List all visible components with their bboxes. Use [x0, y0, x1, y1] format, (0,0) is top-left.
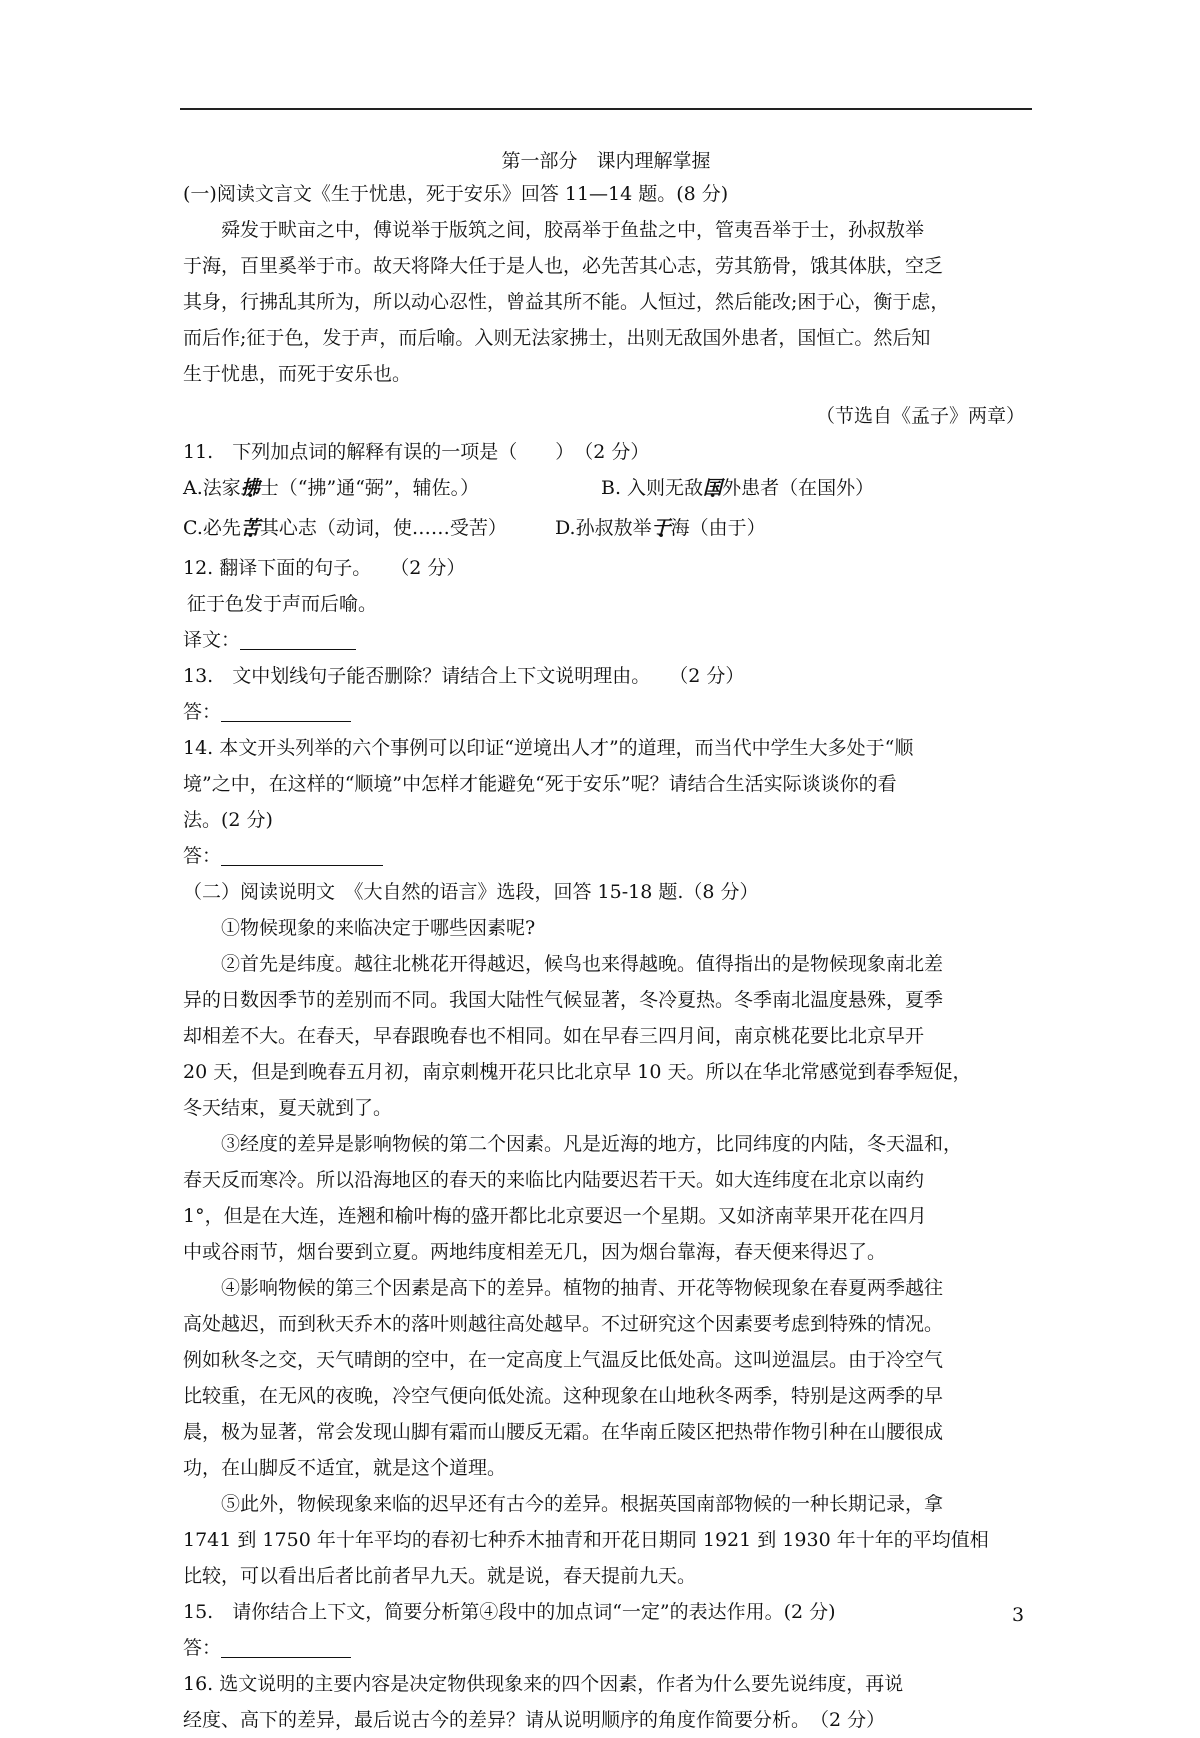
q13-stem: 13. 文中划线句子能否删除？请结合上下文说明理由。 （2 分）: [183, 665, 745, 687]
dotted-word: 苦: [240, 517, 260, 539]
passage-source: （节选自《孟子》两章）: [815, 405, 1025, 427]
option-text: 其心志（动词，使……受苦）: [259, 517, 507, 539]
q11-options-ab: [183, 470, 1029, 506]
q14-answer-line: [183, 838, 1029, 874]
option-text: B. 入则无敌: [601, 477, 704, 499]
header-rule: [180, 108, 1032, 110]
option-text: 士（“拂”通“弼”，辅佐。）: [259, 477, 480, 499]
article-paragraph: ①物候现象的来临决定于哪些因素呢?: [221, 917, 536, 939]
q16-line: 16. 选文说明的主要内容是决定物供现象来的四个因素，作者为什么要先说纬度，再说: [183, 1673, 904, 1695]
dotted-word: 于: [651, 517, 671, 539]
article-line: 晨，极为显著，常会发现山脚有霜而山腰反无霜。在华南丘陵区把热带作物引种在山腰很成: [183, 1421, 944, 1443]
q11-option-b[interactable]: [601, 470, 874, 506]
document-page: [183, 146, 1029, 1738]
article-line: 春天反而寒冷。所以沿海地区的春天的来临比内陆要迟若干天。如大连纬度在北京以南约: [183, 1169, 925, 1191]
article-line: 功，在山脚反不适宜，就是这个道理。: [183, 1457, 507, 1479]
passage-line: 于海，百里奚举于市。故天将降大任于是人也，必先苦其心志，劳其筋骨，饿其体肤，空乏: [183, 255, 944, 277]
q14-line: 法。(2 分): [183, 809, 273, 831]
option-text: C.必先: [183, 517, 241, 539]
answer-blank[interactable]: [221, 1635, 351, 1658]
q11-stem: 11. 下列加点词的解释有误的一项是（ ） （2 分）: [183, 441, 650, 463]
option-text: 海（由于）: [670, 517, 766, 539]
q11-option-d[interactable]: [555, 510, 766, 546]
part-title: 第一部分 课内理解掌握: [501, 150, 711, 172]
q15-stem: 15. 请你结合上下文，简要分析第④段中的加点词“一定”的表达作用。(2 分): [183, 1601, 836, 1623]
passage-line: 生于忧患，而死于安乐也。: [183, 363, 412, 385]
article-line: 中或谷雨节，烟台要到立夏。两地纬度相差无几，因为烟台靠海，春天便来得迟了。: [183, 1241, 887, 1263]
answer-label: 答：: [183, 701, 222, 723]
answer-blank[interactable]: [221, 843, 383, 866]
q14-line: 境”之中，在这样的“顺境”中怎样才能避免“死于安乐”呢？请结合生活实际谈谈你的看: [183, 773, 897, 795]
q16-line: 经度、高下的差异，最后说古今的差异？请从说明顺序的角度作简要分析。 （2 分）: [183, 1709, 886, 1731]
q12-sentence: 征于色发于声而后喻。: [187, 593, 378, 615]
answer-label: 译文：: [183, 629, 241, 651]
dotted-word: 拂: [240, 477, 260, 499]
article-line: 异的日数因季节的差别而不同。我国大陆性气候显著，冬冷夏热。冬季南北温度悬殊，夏季: [183, 989, 944, 1011]
q14-line: 14. 本文开头列举的六个事例可以印证“逆境出人才”的道理，而当代中学生大多处于“顺: [183, 737, 914, 759]
passage-line: 舜发于畎亩之中，傅说举于版筑之间，胶鬲举于鱼盐之中，管夷吾举于士，孙叔敖举: [221, 219, 925, 241]
article-line: 例如秋冬之交，天气晴朗的空中，在一定高度上气温反比低处高。这叫逆温层。由于冷空气: [183, 1349, 944, 1371]
q11-option-a[interactable]: [183, 470, 601, 506]
section1-heading: (一)阅读文言文《生于忧患，死于安乐》回答 11—14 题。(8 分): [183, 183, 729, 205]
article-line: 1741 到 1750 年十年平均的春初七种乔木抽青和开花日期同 1921 到 1930 年十年的平均值相: [183, 1529, 989, 1551]
article-line: 比较，可以看出后者比前者早九天。就是说，春天提前九天。: [183, 1565, 697, 1587]
q11-option-c[interactable]: [183, 510, 555, 546]
answer-blank[interactable]: [221, 699, 351, 722]
article-line: ⑤此外，物候现象来临的迟早还有古今的差异。根据英国南部物候的一种长期记录，拿: [221, 1493, 944, 1515]
article-line: 20 天，但是到晚春五月初，南京刺槐开花只比北京早 10 天。所以在华北常感觉到春季短促，: [183, 1061, 972, 1083]
page-number: 3: [1012, 1604, 1025, 1626]
article-line: 冬天结束，夏天就到了。: [183, 1097, 393, 1119]
article-line: 却相差不大。在春天，早春跟晚春也不相同。如在早春三四月间，南京桃花要比北京早开: [183, 1025, 925, 1047]
article-line: ③经度的差异是影响物候的第二个因素。凡是近海的地方，比同纬度的内陆，冬天温和，: [221, 1133, 963, 1155]
q15-answer-line: [183, 1630, 1029, 1666]
q13-answer-line: [183, 694, 1029, 730]
article-line: 高处越迟，而到秋天乔木的落叶则越往高处越早。不过研究这个因素要考虑到特殊的情况。: [183, 1313, 944, 1335]
q12-answer-line: [183, 622, 1029, 658]
passage-line: 其身，行拂乱其所为，所以动心忍性，曾益其所不能。人恒过，然后能改;困于心，衡于虑，: [183, 291, 950, 313]
section2-heading: （二）阅读说明文 《大自然的语言》选段，回答 15-18 题.（8 分）: [183, 881, 759, 903]
dotted-word: 国: [703, 477, 723, 499]
article-line: 比较重，在无风的夜晚，冷空气便向低处流。这种现象在山地秋冬两季，特别是这两季的早: [183, 1385, 944, 1407]
option-text: D.孙叔敖举: [555, 517, 652, 539]
article-line: ②首先是纬度。越往北桃花开得越迟，候鸟也来得越晚。值得指出的是物候现象南北差: [221, 953, 944, 975]
option-text: A.法家: [183, 477, 241, 499]
answer-label: 答：: [183, 1637, 222, 1659]
option-text: 外患者（在国外）: [722, 477, 875, 499]
answer-label: 答：: [183, 845, 222, 867]
answer-blank[interactable]: [240, 627, 356, 650]
article-line: 1°，但是在大连，连翘和榆叶梅的盛开都比北京要迟一个星期。又如济南苹果开花在四月: [183, 1205, 927, 1227]
article-line: ④影响物候的第三个因素是高下的差异。植物的抽青、开花等物候现象在春夏两季越往: [221, 1277, 944, 1299]
q12-stem: 12. 翻译下面的句子。 （2 分）: [183, 557, 466, 579]
passage-line: 而后作;征于色，发于声，而后喻。入则无法家拂士，出则无敌国外患者，国恒亡。然后知: [183, 327, 931, 349]
q11-options-cd: [183, 510, 1029, 546]
